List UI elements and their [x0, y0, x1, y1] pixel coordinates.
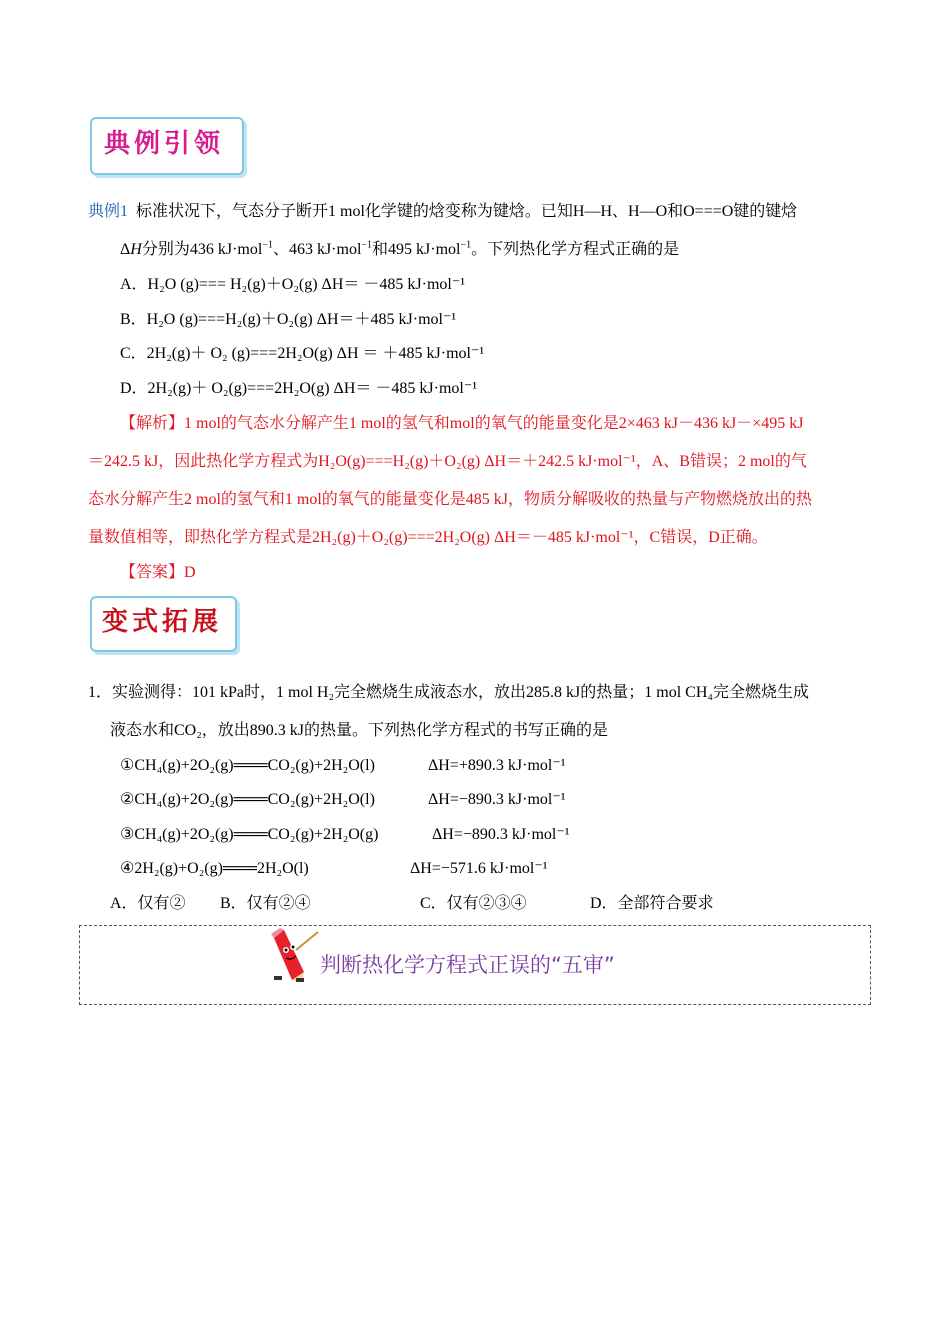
- example-stem-1: 标准状况下，气态分子断开1 mol化学键的焓变称为键焓。已知H—H、H—O和O===O键的键焓: [136, 203, 798, 220]
- analysis-line-4: 量数值相等，即热化学方程式是2H₂(g)＋O₂(g)===2H₂O(g) ΔH＝－485 kJ·mol⁻¹，C错误，D正确。: [88, 529, 768, 546]
- analysis-line-3: 态水分解产生2 mol的氢气和1 mol的氧气的能量变化是485 kJ，物质分解吸收的热量与产物燃烧放出的热: [88, 491, 813, 508]
- option-a: A．H₂O (g)=== H₂(g)＋O₂(g) ΔH＝ －485 kJ·mol⁻¹: [120, 276, 466, 293]
- example-line-2: ΔH分别为436 kJ·mol$^{-1}$、463 kJ·mol$^{-1}$和495 kJ·mol$^{-1}$。下列热化学方程式正确的是: [120, 239, 680, 258]
- equation-2: ②CH₄(g)+2O₂(g)═══CO₂(g)+2H₂O(l): [120, 791, 375, 808]
- choice-d: D．全部符合要求: [590, 895, 714, 912]
- equation-3-dh: ΔH=−890.3 kJ·mol⁻¹: [432, 826, 570, 843]
- tip-title: 判断热化学方程式正误的“五审”: [320, 953, 615, 977]
- example-label: 典例1: [88, 203, 129, 220]
- equation-1-dh: ΔH=+890.3 kJ·mol⁻¹: [428, 757, 566, 774]
- question-line-2: 液态水和CO₂，放出890.3 kJ的热量。下列热化学方程式的书写正确的是: [110, 722, 609, 739]
- section-title-example: 典例引领: [104, 129, 225, 159]
- option-c: C．2H₂(g)＋ O₂ (g)===2H₂O(g) ΔH ＝ ＋485 kJ·mol⁻¹: [120, 345, 485, 362]
- equation-1: ①CH₄(g)+2O₂(g)═══CO₂(g)+2H₂O(l): [120, 757, 375, 774]
- analysis-line-2: ＝242.5 kJ，因此热化学方程式为H₂O(g)===H₂(g)＋O₂(g) ΔH＝＋242.5 kJ·mol⁻¹，A、B错误；2 mol的气: [88, 453, 807, 470]
- section-title-variant: 变式拓展: [102, 607, 223, 637]
- analysis-tag: 【解析】: [120, 415, 185, 432]
- equation-4: ④2H₂(g)+O₂(g)═══2H₂O(l): [120, 860, 309, 877]
- equation-4-dh: ΔH=−571.6 kJ·mol⁻¹: [410, 860, 548, 877]
- choice-b: B．仅有②④: [220, 895, 311, 912]
- equation-2-dh: ΔH=−890.3 kJ·mol⁻¹: [428, 791, 566, 808]
- example-line-1: [88, 202, 797, 222]
- choice-c: C．仅有②③④: [420, 895, 527, 912]
- option-d: D．2H₂(g)＋ O₂(g)===2H₂O(g) ΔH＝ －485 kJ·mol⁻¹: [120, 380, 478, 397]
- pencil-mascot-icon: [266, 928, 320, 984]
- option-b: B．H₂O (g)===H₂(g)＋O₂(g) ΔH＝＋485 kJ·mol⁻¹: [120, 311, 457, 328]
- answer: 【答案】D: [120, 564, 196, 581]
- choice-a: A．仅有②: [110, 895, 186, 912]
- equation-3: ③CH₄(g)+2O₂(g)═══CO₂(g)+2H₂O(g): [120, 826, 379, 843]
- analysis-line-1: 【解析】1 mol的气态水分解产生1 mol的氢气和mol的氧气的能量变化是2×463 kJ－436 kJ－×495 kJ: [120, 415, 804, 432]
- question-line-1: 1．实验测得：101 kPa时，1 mol H₂完全燃烧生成液态水，放出285.8 kJ的热量；1 mol CH₄完全燃烧生成: [88, 684, 809, 701]
